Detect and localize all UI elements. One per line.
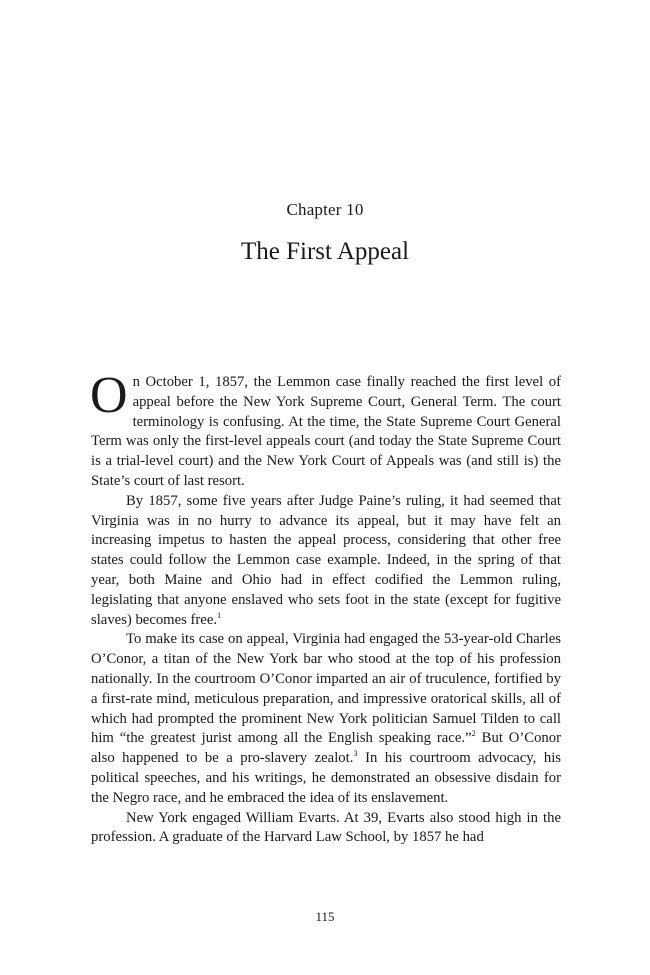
footnote-ref[interactable]: 2 (471, 728, 476, 739)
paragraph-1 (90, 367, 561, 492)
body-text (90, 367, 562, 848)
drop-cap: O (90, 367, 128, 424)
paragraph-text: In his courtroom advocacy, his political speeches, and his writings, he demonstrated an obsessive disdain for the Negro race, and he embraced the idea of its enslavement. (91, 750, 561, 806)
footnote-ref[interactable]: 1 (217, 609, 222, 620)
chapter-title: The First Appeal (240, 238, 410, 265)
paragraph-text: n October 1, 1857, the Lemmon case finally reached the first level of appeal before the New York Supreme Court, General Term. The court terminology is confusing. At the time, the State Supreme Court General Term was only the first-level appeals court (and today the State Supreme Court is a trial-level court) and the New York Court of Appeals was (and still is) the State’s court of last resort. (91, 374, 561, 489)
footnote-ref[interactable]: 3 (353, 748, 358, 759)
paragraph-2 (91, 492, 561, 631)
paragraph-4 (91, 809, 561, 849)
page-number: 115 (315, 909, 335, 924)
paragraph-text: But O’Conor also happened to be a pro-slavery zealot. (91, 730, 562, 767)
paragraph-text: New York engaged William Evarts. At 39, Evarts also stood high in the profession. A graduate of the Harvard Law School, by 1857 he had (91, 809, 561, 846)
paragraph-text: To make its case on appeal, Virginia had engaged the 53-year-old Charles O’Conor, a titan of the New York bar who stood at the top of his profession nationally. In the courtroom O’Conor imparted an air of truculence, fortified by a first-rate mind, meticulous preparation, and impressive oratorical skills, all of which had prompted the prominent New York politician Samuel Tilden to call him “the greatest jurist among all the English speaking race.” (91, 631, 561, 747)
paragraph-text: By 1857, some five years after Judge Paine’s ruling, it had seemed that Virginia was in no hurry to advance its appeal, but it may have felt an increasing impetus to hasten the appeal process, considering that other free states could follow the Lemmon case example. Indeed, in the spring of that year, both Maine and Ohio had in effect codified the Lemmon ruling, legislating that anyone enslaved who sets foot in the state (except for fugitive slaves) becomes free. (91, 492, 561, 628)
paragraph-3 (91, 630, 561, 808)
chapter-label: Chapter 10 (286, 200, 364, 219)
